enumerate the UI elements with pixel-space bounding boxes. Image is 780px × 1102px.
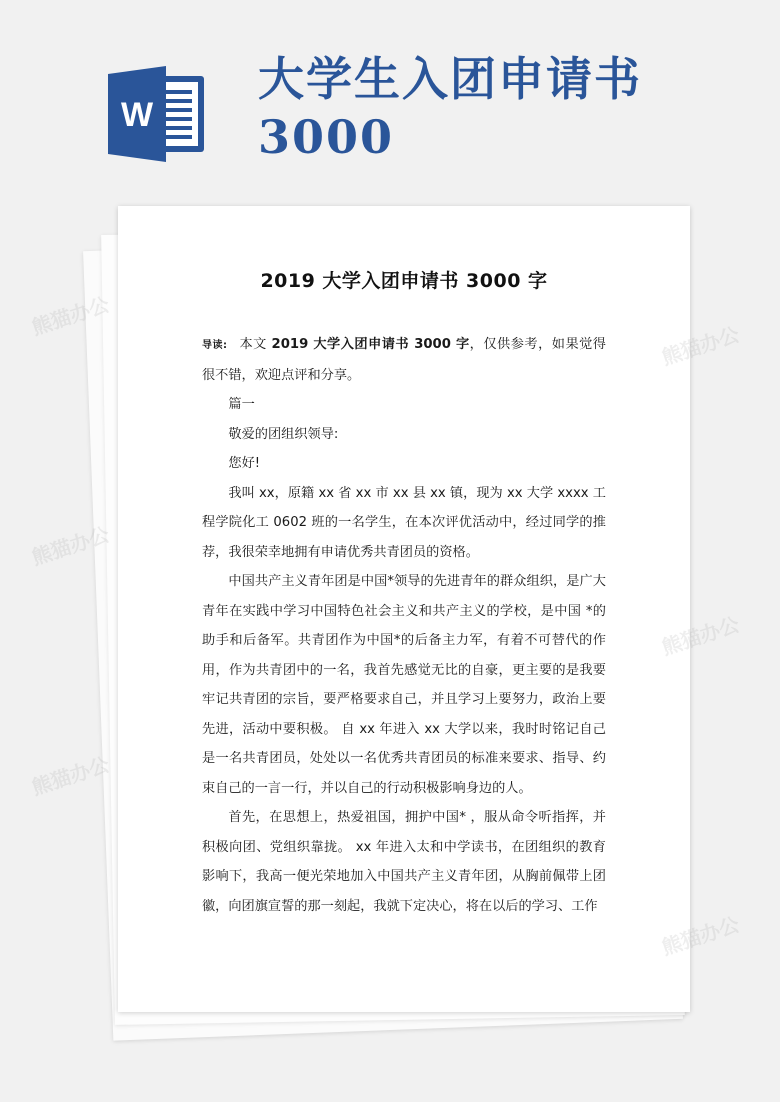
intro-label: 导读:	[202, 340, 227, 351]
banner-title	[258, 50, 738, 166]
banner	[0, 0, 780, 200]
body-paragraph: 我叫 xx，原籍 xx 省 xx 市 xx 县 xx 镇，现为 xx 大学 xxxx 工程学院化工 0602 班的一名学生，在本次评优活动中，经过同学的推荐，我很荣幸地拥有申请优秀共青团员的资格。	[202, 485, 606, 560]
banner-title-line2: 3000	[258, 110, 395, 164]
section-heading: 篇一	[228, 397, 255, 412]
document-title: 2019 大学入团申请书 3000 字	[260, 270, 548, 292]
document-body	[202, 330, 606, 921]
intro-bold-title: 2019 大学入团申请书 3000 字	[271, 337, 470, 352]
intro-text-after: ，仅供参考，如果觉得很不错，欢迎点评和分享。	[202, 337, 606, 383]
greeting: 您好!	[228, 456, 261, 471]
intro-text-before: 本文	[239, 337, 267, 352]
body-paragraph: 首先，在思想上，热爱祖国，拥护中国* ，服从命令听指挥，并积极向团、党组织靠拢。 xx 年进入太和中学读书，在团组织的教育影响下，我高一便光荣地加入中国共产主义青年团，从胸前佩带上团徽，向团旗宣誓的那一刻起，我就下定决心，将在以后的学习、工作	[202, 810, 606, 914]
intro-paragraph	[202, 330, 606, 390]
body-paragraph: 中国共产主义青年团是中国*领导的先进青年的群众组织，是广大青年在实践中学习中国特色社会主义和共产主义的学校，是中国 *的助手和后备军。共青团作为中国*的后备主力军，有着不可替代的作用，作为共青团中的一名，我首先感觉无比的自豪，更主要的是我要牢记共青团的宗旨，要严格要求自己，并且学习上要努力，政治上要先进，活动中要积极。 自 xx 年进入 xx 大学以来，我时时铭记自己是一名共青团员，处处以一名优秀共青团员的标准来要求、指导、约束自己的一言一行，并以自己的行动积极影响身边的人。	[202, 574, 606, 796]
watermark: 熊猫办公	[28, 292, 113, 340]
watermark: 熊猫办公	[28, 752, 113, 800]
salutation: 敬爱的团组织领导:	[228, 426, 339, 442]
watermark: 熊猫办公	[658, 612, 743, 660]
word-document-icon	[108, 66, 208, 162]
watermark: 熊猫办公	[28, 522, 113, 570]
watermark: 熊猫办公	[658, 322, 743, 370]
svg-text:W: W	[120, 96, 154, 134]
document-page	[118, 206, 690, 1012]
banner-title-line1: 大学生入团申请书	[258, 52, 642, 106]
watermark: 熊猫办公	[658, 912, 743, 960]
